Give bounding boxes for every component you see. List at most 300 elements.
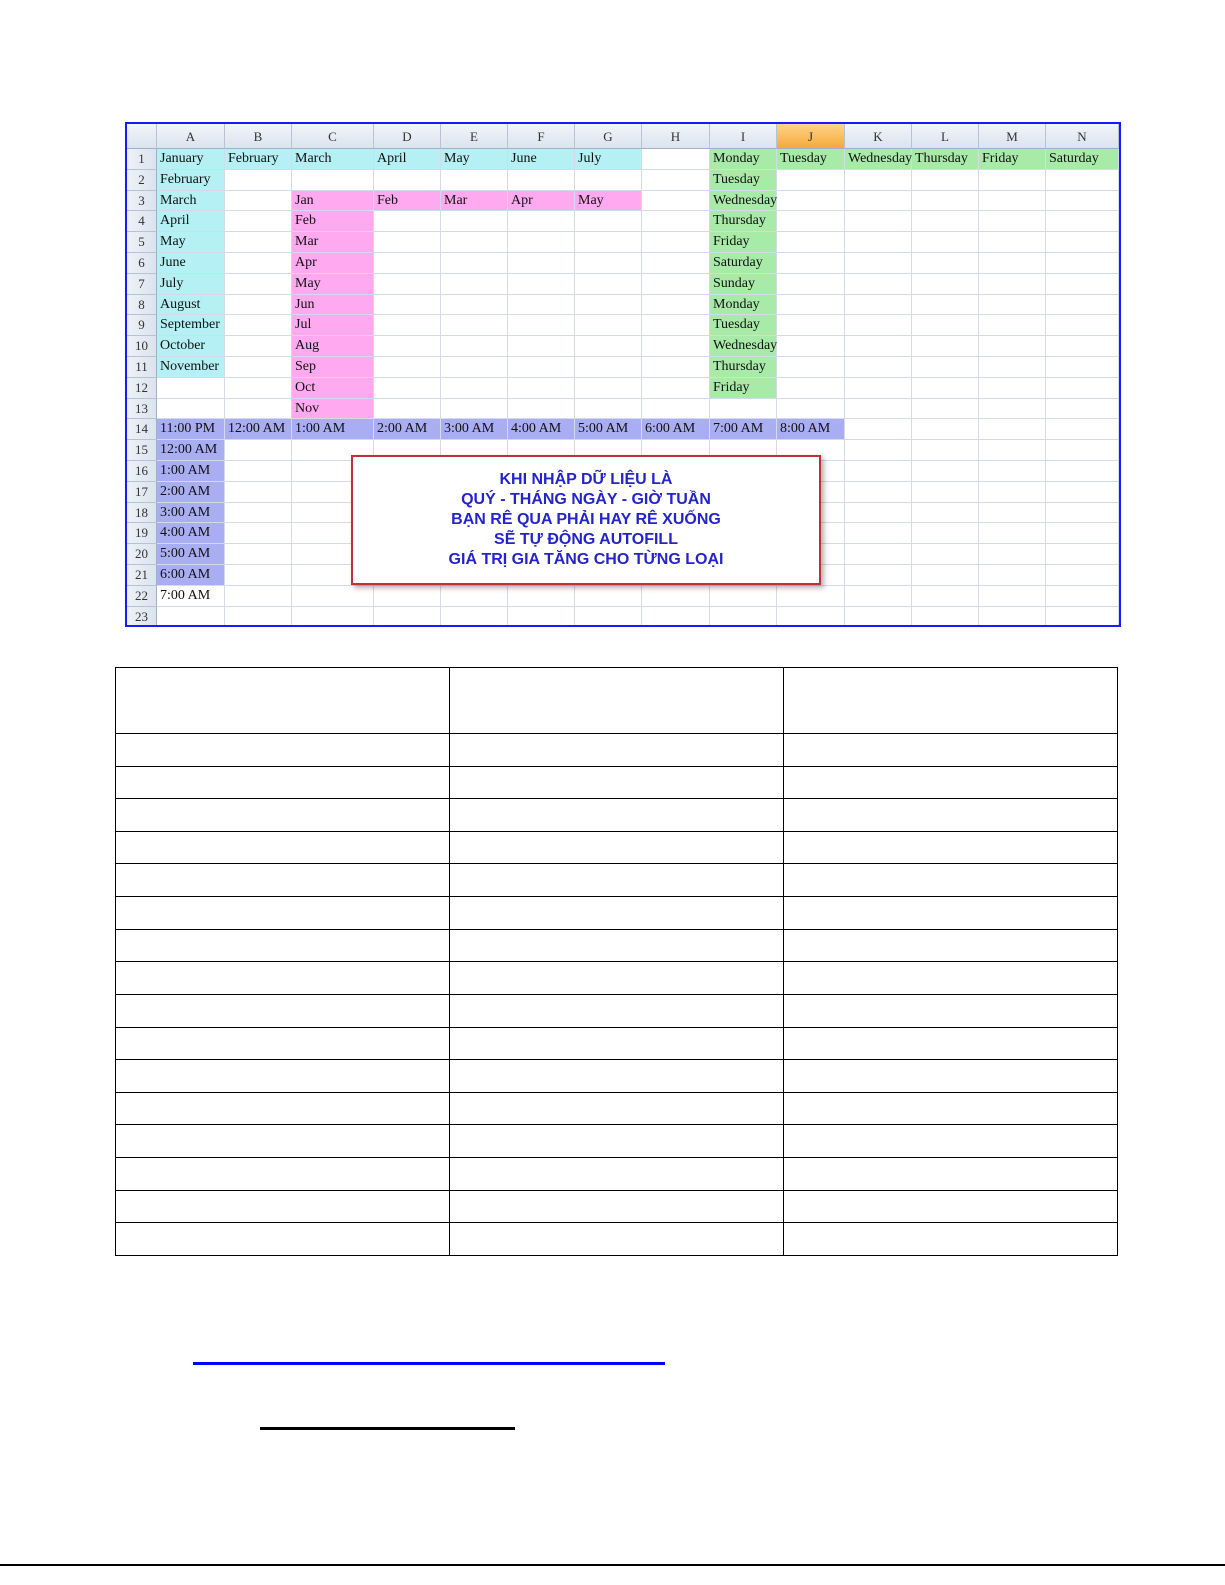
cell-f13[interactable] xyxy=(508,399,575,420)
cell-n20[interactable] xyxy=(1046,544,1119,565)
cell-k1[interactable]: Wednesday xyxy=(845,149,912,170)
cell-i23[interactable] xyxy=(710,607,777,627)
row-header-14[interactable]: 14 xyxy=(127,419,157,440)
row-header-4[interactable]: 4 xyxy=(127,211,157,232)
cell-i4[interactable]: Thursday xyxy=(710,211,777,232)
column-header-b[interactable]: B xyxy=(225,124,292,149)
cell-m3[interactable] xyxy=(979,191,1046,212)
cell-d3[interactable]: Feb xyxy=(374,191,441,212)
cell-e14[interactable]: 3:00 AM xyxy=(441,419,508,440)
cell-f3[interactable]: Apr xyxy=(508,191,575,212)
cell-f5[interactable] xyxy=(508,232,575,253)
cell-b7[interactable] xyxy=(225,274,292,295)
cell-i7[interactable]: Sunday xyxy=(710,274,777,295)
cell-n5[interactable] xyxy=(1046,232,1119,253)
cell-e6[interactable] xyxy=(441,253,508,274)
cell-e13[interactable] xyxy=(441,399,508,420)
cell-d23[interactable] xyxy=(374,607,441,627)
cell-a2[interactable]: February xyxy=(157,170,225,191)
cell-l7[interactable] xyxy=(912,274,979,295)
cell-l6[interactable] xyxy=(912,253,979,274)
cell-f6[interactable] xyxy=(508,253,575,274)
cell-b4[interactable] xyxy=(225,211,292,232)
cell-i8[interactable]: Monday xyxy=(710,295,777,316)
cell-f11[interactable] xyxy=(508,357,575,378)
row-header-18[interactable]: 18 xyxy=(127,503,157,524)
cell-a13[interactable] xyxy=(157,399,225,420)
cell-h23[interactable] xyxy=(642,607,710,627)
cell-n22[interactable] xyxy=(1046,586,1119,607)
cell-h1[interactable] xyxy=(642,149,710,170)
cell-m1[interactable]: Friday xyxy=(979,149,1046,170)
cell-j10[interactable] xyxy=(777,336,845,357)
cell-g10[interactable] xyxy=(575,336,642,357)
cell-e10[interactable] xyxy=(441,336,508,357)
cell-b5[interactable] xyxy=(225,232,292,253)
cell-d8[interactable] xyxy=(374,295,441,316)
cell-k16[interactable] xyxy=(845,461,912,482)
cell-m9[interactable] xyxy=(979,315,1046,336)
cell-k10[interactable] xyxy=(845,336,912,357)
cell-e12[interactable] xyxy=(441,378,508,399)
row-header-6[interactable]: 6 xyxy=(127,253,157,274)
blue-link-underline[interactable] xyxy=(193,1362,665,1365)
cell-a4[interactable]: April xyxy=(157,211,225,232)
cell-b8[interactable] xyxy=(225,295,292,316)
cell-n23[interactable] xyxy=(1046,607,1119,627)
cell-b19[interactable] xyxy=(225,523,292,544)
cell-k11[interactable] xyxy=(845,357,912,378)
cell-n3[interactable] xyxy=(1046,191,1119,212)
cell-b15[interactable] xyxy=(225,440,292,461)
cell-c2[interactable] xyxy=(292,170,374,191)
cell-m23[interactable] xyxy=(979,607,1046,627)
row-header-12[interactable]: 12 xyxy=(127,378,157,399)
cell-k6[interactable] xyxy=(845,253,912,274)
cell-f22[interactable] xyxy=(508,586,575,607)
cell-l22[interactable] xyxy=(912,586,979,607)
cell-k22[interactable] xyxy=(845,586,912,607)
cell-a14[interactable]: 11:00 PM xyxy=(157,419,225,440)
cell-h10[interactable] xyxy=(642,336,710,357)
cell-c8[interactable]: Jun xyxy=(292,295,374,316)
cell-c5[interactable]: Mar xyxy=(292,232,374,253)
cell-h13[interactable] xyxy=(642,399,710,420)
cell-g11[interactable] xyxy=(575,357,642,378)
cell-g23[interactable] xyxy=(575,607,642,627)
row-header-16[interactable]: 16 xyxy=(127,461,157,482)
cell-b2[interactable] xyxy=(225,170,292,191)
cell-l17[interactable] xyxy=(912,482,979,503)
cell-m4[interactable] xyxy=(979,211,1046,232)
cell-k21[interactable] xyxy=(845,565,912,586)
cell-n18[interactable] xyxy=(1046,503,1119,524)
cell-m5[interactable] xyxy=(979,232,1046,253)
row-header-21[interactable]: 21 xyxy=(127,565,157,586)
row-header-5[interactable]: 5 xyxy=(127,232,157,253)
column-header-m[interactable]: M xyxy=(979,124,1046,149)
cell-h2[interactable] xyxy=(642,170,710,191)
cell-j22[interactable] xyxy=(777,586,845,607)
cell-k2[interactable] xyxy=(845,170,912,191)
cell-a22[interactable]: 7:00 AM xyxy=(157,586,225,607)
cell-b11[interactable] xyxy=(225,357,292,378)
row-header-15[interactable]: 15 xyxy=(127,440,157,461)
cell-g3[interactable]: May xyxy=(575,191,642,212)
cell-n4[interactable] xyxy=(1046,211,1119,232)
cell-g9[interactable] xyxy=(575,315,642,336)
cell-k19[interactable] xyxy=(845,523,912,544)
cell-j5[interactable] xyxy=(777,232,845,253)
cell-f12[interactable] xyxy=(508,378,575,399)
cell-a10[interactable]: October xyxy=(157,336,225,357)
cell-c11[interactable]: Sep xyxy=(292,357,374,378)
cell-n16[interactable] xyxy=(1046,461,1119,482)
cell-k3[interactable] xyxy=(845,191,912,212)
cell-j14[interactable]: 8:00 AM xyxy=(777,419,845,440)
cell-m6[interactable] xyxy=(979,253,1046,274)
cell-e23[interactable] xyxy=(441,607,508,627)
cell-i5[interactable]: Friday xyxy=(710,232,777,253)
cell-l15[interactable] xyxy=(912,440,979,461)
cell-i10[interactable]: Wednesday xyxy=(710,336,777,357)
cell-k13[interactable] xyxy=(845,399,912,420)
cell-j6[interactable] xyxy=(777,253,845,274)
cell-h5[interactable] xyxy=(642,232,710,253)
cell-j4[interactable] xyxy=(777,211,845,232)
cell-c23[interactable] xyxy=(292,607,374,627)
cell-a8[interactable]: August xyxy=(157,295,225,316)
cell-j13[interactable] xyxy=(777,399,845,420)
cell-m12[interactable] xyxy=(979,378,1046,399)
row-header-23[interactable]: 23 xyxy=(127,607,157,627)
cell-l19[interactable] xyxy=(912,523,979,544)
cell-i1[interactable]: Monday xyxy=(710,149,777,170)
cell-h14[interactable]: 6:00 AM xyxy=(642,419,710,440)
cell-c10[interactable]: Aug xyxy=(292,336,374,357)
cell-l8[interactable] xyxy=(912,295,979,316)
cell-l10[interactable] xyxy=(912,336,979,357)
cell-j8[interactable] xyxy=(777,295,845,316)
cell-e5[interactable] xyxy=(441,232,508,253)
row-header-8[interactable]: 8 xyxy=(127,295,157,316)
row-header-17[interactable]: 17 xyxy=(127,482,157,503)
row-header-9[interactable]: 9 xyxy=(127,315,157,336)
cell-g13[interactable] xyxy=(575,399,642,420)
cell-a9[interactable]: September xyxy=(157,315,225,336)
cell-a7[interactable]: July xyxy=(157,274,225,295)
cell-n6[interactable] xyxy=(1046,253,1119,274)
cell-k17[interactable] xyxy=(845,482,912,503)
cell-e11[interactable] xyxy=(441,357,508,378)
cell-h4[interactable] xyxy=(642,211,710,232)
cell-m19[interactable] xyxy=(979,523,1046,544)
cell-a12[interactable] xyxy=(157,378,225,399)
cell-l2[interactable] xyxy=(912,170,979,191)
cell-g8[interactable] xyxy=(575,295,642,316)
cell-i2[interactable]: Tuesday xyxy=(710,170,777,191)
cell-a21[interactable]: 6:00 AM xyxy=(157,565,225,586)
cell-d14[interactable]: 2:00 AM xyxy=(374,419,441,440)
cell-d1[interactable]: April xyxy=(374,149,441,170)
cell-m16[interactable] xyxy=(979,461,1046,482)
cell-m8[interactable] xyxy=(979,295,1046,316)
cell-c7[interactable]: May xyxy=(292,274,374,295)
column-header-h[interactable]: H xyxy=(642,124,710,149)
column-header-a[interactable]: A xyxy=(157,124,225,149)
column-header-j[interactable]: J xyxy=(777,124,845,149)
cell-k20[interactable] xyxy=(845,544,912,565)
cell-n10[interactable] xyxy=(1046,336,1119,357)
row-header-3[interactable]: 3 xyxy=(127,191,157,212)
cell-b16[interactable] xyxy=(225,461,292,482)
row-header-7[interactable]: 7 xyxy=(127,274,157,295)
cell-k14[interactable] xyxy=(845,419,912,440)
cell-b1[interactable]: February xyxy=(225,149,292,170)
cell-f2[interactable] xyxy=(508,170,575,191)
cell-d13[interactable] xyxy=(374,399,441,420)
cell-k12[interactable] xyxy=(845,378,912,399)
cell-l18[interactable] xyxy=(912,503,979,524)
column-header-n[interactable]: N xyxy=(1046,124,1119,149)
cell-k4[interactable] xyxy=(845,211,912,232)
column-header-d[interactable]: D xyxy=(374,124,441,149)
cell-h3[interactable] xyxy=(642,191,710,212)
cell-m15[interactable] xyxy=(979,440,1046,461)
cell-f10[interactable] xyxy=(508,336,575,357)
cell-a19[interactable]: 4:00 AM xyxy=(157,523,225,544)
cell-a18[interactable]: 3:00 AM xyxy=(157,503,225,524)
row-header-20[interactable]: 20 xyxy=(127,544,157,565)
cell-f8[interactable] xyxy=(508,295,575,316)
cell-a20[interactable]: 5:00 AM xyxy=(157,544,225,565)
cell-j2[interactable] xyxy=(777,170,845,191)
cell-h8[interactable] xyxy=(642,295,710,316)
cell-c6[interactable]: Apr xyxy=(292,253,374,274)
cell-e7[interactable] xyxy=(441,274,508,295)
cell-d12[interactable] xyxy=(374,378,441,399)
cell-h11[interactable] xyxy=(642,357,710,378)
cell-a1[interactable]: January xyxy=(157,149,225,170)
cell-e22[interactable] xyxy=(441,586,508,607)
row-header-1[interactable]: 1 xyxy=(127,149,157,170)
cell-b21[interactable] xyxy=(225,565,292,586)
cell-k5[interactable] xyxy=(845,232,912,253)
cell-m17[interactable] xyxy=(979,482,1046,503)
cell-b6[interactable] xyxy=(225,253,292,274)
cell-g12[interactable] xyxy=(575,378,642,399)
cell-l21[interactable] xyxy=(912,565,979,586)
cell-d5[interactable] xyxy=(374,232,441,253)
cell-d2[interactable] xyxy=(374,170,441,191)
cell-f9[interactable] xyxy=(508,315,575,336)
cell-m13[interactable] xyxy=(979,399,1046,420)
cell-g1[interactable]: July xyxy=(575,149,642,170)
cell-c4[interactable]: Feb xyxy=(292,211,374,232)
column-header-e[interactable]: E xyxy=(441,124,508,149)
cell-d10[interactable] xyxy=(374,336,441,357)
cell-l20[interactable] xyxy=(912,544,979,565)
cell-f14[interactable]: 4:00 AM xyxy=(508,419,575,440)
cell-n11[interactable] xyxy=(1046,357,1119,378)
cell-a5[interactable]: May xyxy=(157,232,225,253)
column-header-g[interactable]: G xyxy=(575,124,642,149)
cell-f1[interactable]: June xyxy=(508,149,575,170)
cell-b22[interactable] xyxy=(225,586,292,607)
cell-l23[interactable] xyxy=(912,607,979,627)
cell-b12[interactable] xyxy=(225,378,292,399)
column-header-k[interactable]: K xyxy=(845,124,912,149)
cell-j9[interactable] xyxy=(777,315,845,336)
row-header-19[interactable]: 19 xyxy=(127,523,157,544)
cell-i9[interactable]: Tuesday xyxy=(710,315,777,336)
cell-j3[interactable] xyxy=(777,191,845,212)
cell-i6[interactable]: Saturday xyxy=(710,253,777,274)
cell-b10[interactable] xyxy=(225,336,292,357)
cell-n17[interactable] xyxy=(1046,482,1119,503)
cell-a15[interactable]: 12:00 AM xyxy=(157,440,225,461)
cell-b18[interactable] xyxy=(225,503,292,524)
cell-h12[interactable] xyxy=(642,378,710,399)
cell-a23[interactable] xyxy=(157,607,225,627)
cell-m20[interactable] xyxy=(979,544,1046,565)
cell-b14[interactable]: 12:00 AM xyxy=(225,419,292,440)
cell-c1[interactable]: March xyxy=(292,149,374,170)
cell-l11[interactable] xyxy=(912,357,979,378)
cell-n13[interactable] xyxy=(1046,399,1119,420)
cell-g2[interactable] xyxy=(575,170,642,191)
cell-g22[interactable] xyxy=(575,586,642,607)
cell-m14[interactable] xyxy=(979,419,1046,440)
row-header-10[interactable]: 10 xyxy=(127,336,157,357)
cell-i3[interactable]: Wednesday xyxy=(710,191,777,212)
cell-h7[interactable] xyxy=(642,274,710,295)
cell-n19[interactable] xyxy=(1046,523,1119,544)
row-header-2[interactable]: 2 xyxy=(127,170,157,191)
cell-m2[interactable] xyxy=(979,170,1046,191)
cell-i12[interactable]: Friday xyxy=(710,378,777,399)
cell-n1[interactable]: Saturday xyxy=(1046,149,1119,170)
cell-l16[interactable] xyxy=(912,461,979,482)
cell-f4[interactable] xyxy=(508,211,575,232)
cell-n8[interactable] xyxy=(1046,295,1119,316)
cell-b17[interactable] xyxy=(225,482,292,503)
cell-c14[interactable]: 1:00 AM xyxy=(292,419,374,440)
cell-i22[interactable] xyxy=(710,586,777,607)
cell-f23[interactable] xyxy=(508,607,575,627)
cell-b23[interactable] xyxy=(225,607,292,627)
column-header-f[interactable]: F xyxy=(508,124,575,149)
cell-m10[interactable] xyxy=(979,336,1046,357)
cell-n21[interactable] xyxy=(1046,565,1119,586)
cell-d11[interactable] xyxy=(374,357,441,378)
cell-a17[interactable]: 2:00 AM xyxy=(157,482,225,503)
cell-g5[interactable] xyxy=(575,232,642,253)
cell-k7[interactable] xyxy=(845,274,912,295)
cell-l13[interactable] xyxy=(912,399,979,420)
cell-k8[interactable] xyxy=(845,295,912,316)
cell-j1[interactable]: Tuesday xyxy=(777,149,845,170)
cell-k23[interactable] xyxy=(845,607,912,627)
cell-b20[interactable] xyxy=(225,544,292,565)
cell-l12[interactable] xyxy=(912,378,979,399)
cell-b9[interactable] xyxy=(225,315,292,336)
cell-m7[interactable] xyxy=(979,274,1046,295)
cell-d6[interactable] xyxy=(374,253,441,274)
cell-e3[interactable]: Mar xyxy=(441,191,508,212)
cell-g4[interactable] xyxy=(575,211,642,232)
cell-a11[interactable]: November xyxy=(157,357,225,378)
row-header-22[interactable]: 22 xyxy=(127,586,157,607)
column-header-c[interactable]: C xyxy=(292,124,374,149)
cell-f7[interactable] xyxy=(508,274,575,295)
cell-b3[interactable] xyxy=(225,191,292,212)
cell-e1[interactable]: May xyxy=(441,149,508,170)
cell-l3[interactable] xyxy=(912,191,979,212)
cell-g7[interactable] xyxy=(575,274,642,295)
cell-a3[interactable]: March xyxy=(157,191,225,212)
cell-m18[interactable] xyxy=(979,503,1046,524)
column-header-l[interactable]: L xyxy=(912,124,979,149)
cell-d4[interactable] xyxy=(374,211,441,232)
cell-e4[interactable] xyxy=(441,211,508,232)
cell-e8[interactable] xyxy=(441,295,508,316)
row-header-13[interactable]: 13 xyxy=(127,399,157,420)
cell-k15[interactable] xyxy=(845,440,912,461)
cell-m22[interactable] xyxy=(979,586,1046,607)
cell-n2[interactable] xyxy=(1046,170,1119,191)
cell-n12[interactable] xyxy=(1046,378,1119,399)
select-all-corner[interactable] xyxy=(127,124,157,149)
cell-j11[interactable] xyxy=(777,357,845,378)
cell-l4[interactable] xyxy=(912,211,979,232)
cell-j23[interactable] xyxy=(777,607,845,627)
cell-l14[interactable] xyxy=(912,419,979,440)
cell-n15[interactable] xyxy=(1046,440,1119,461)
cell-i13[interactable] xyxy=(710,399,777,420)
cell-c3[interactable]: Jan xyxy=(292,191,374,212)
cell-m11[interactable] xyxy=(979,357,1046,378)
cell-k18[interactable] xyxy=(845,503,912,524)
column-header-i[interactable]: I xyxy=(710,124,777,149)
cell-k9[interactable] xyxy=(845,315,912,336)
cell-j7[interactable] xyxy=(777,274,845,295)
cell-l5[interactable] xyxy=(912,232,979,253)
cell-j12[interactable] xyxy=(777,378,845,399)
cell-d7[interactable] xyxy=(374,274,441,295)
cell-n14[interactable] xyxy=(1046,419,1119,440)
cell-g6[interactable] xyxy=(575,253,642,274)
cell-l1[interactable]: Thursday xyxy=(912,149,979,170)
cell-a16[interactable]: 1:00 AM xyxy=(157,461,225,482)
cell-h9[interactable] xyxy=(642,315,710,336)
cell-d22[interactable] xyxy=(374,586,441,607)
cell-c13[interactable]: Nov xyxy=(292,399,374,420)
cell-i14[interactable]: 7:00 AM xyxy=(710,419,777,440)
cell-c9[interactable]: Jul xyxy=(292,315,374,336)
cell-m21[interactable] xyxy=(979,565,1046,586)
cell-l9[interactable] xyxy=(912,315,979,336)
cell-c22[interactable] xyxy=(292,586,374,607)
row-header-11[interactable]: 11 xyxy=(127,357,157,378)
cell-h6[interactable] xyxy=(642,253,710,274)
cell-n9[interactable] xyxy=(1046,315,1119,336)
cell-e9[interactable] xyxy=(441,315,508,336)
cell-g14[interactable]: 5:00 AM xyxy=(575,419,642,440)
cell-b13[interactable] xyxy=(225,399,292,420)
cell-c12[interactable]: Oct xyxy=(292,378,374,399)
cell-n7[interactable] xyxy=(1046,274,1119,295)
